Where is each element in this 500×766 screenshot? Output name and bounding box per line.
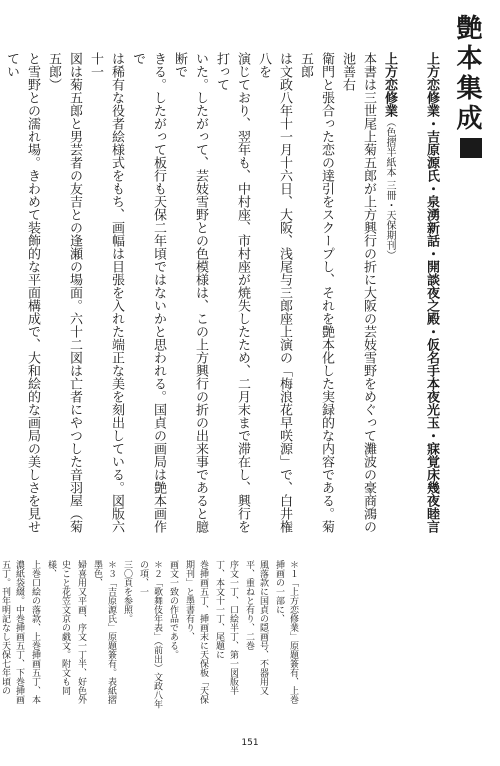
title-block	[452, 14, 482, 158]
footnote-line: 婦喜用又平画、序文一丁半、好色外	[76, 560, 86, 704]
footnote-line: ＊２「歌舞伎年表」（前出）文政八年の項、一	[138, 560, 162, 709]
footnote-line: 濃紙袋綴。中巻挿画五丁、下巻挿画五丁。刊年明記なし天保七年頃の	[0, 560, 24, 704]
footnotes	[0, 560, 300, 710]
footnote-line: 上巻口絵の落款、上巻挿画五丁、本	[30, 560, 40, 704]
paragraph-line: は文政八年十一月十六日、大阪、浅尾与三郎座上演の「梅浪花早咲源」で、白井権八を	[256, 52, 292, 533]
footnote-line: 風落款に国貞の隠画号、不器用又平、重ねと有り、二巻	[244, 560, 268, 695]
page-number: 151	[241, 738, 259, 748]
footnote-line: 史こと花笠文京の戯文。附文も同様、	[46, 560, 70, 695]
paragraph-line: 演じており、翌年も、中村座、市村座が焼失したため、二月末まで滞在し、興行を打って	[214, 52, 250, 533]
paragraph-line: は稀有な役者絵様式をもち、画幅は目張を入れた端正な美を刻出している。図版六十一	[88, 52, 124, 533]
paragraph-line: 図は菊五郎と男芸者の友吉との逢瀬の場面。六十二図は亡者にやつした音羽屋（菊五郎）	[46, 52, 82, 533]
paragraph-line: 衛門と張合った恋の達引をスクープし、それを艶本化した実録的な内容である。菊五郎	[298, 52, 334, 533]
paragraph-line: きる。したがって板行も天保二年頃ではないかと思われる。国貞の画局は艶本画作で	[130, 52, 166, 533]
works-heading: 上方恋修業・吉原源氏・泉湧新話・開談夜之殿・仮名手本夜光玉・寐覚床幾夜睦言	[424, 52, 439, 533]
footnote-line: 画文一致の作品である。	[168, 560, 178, 659]
title-bar-mark	[460, 138, 482, 158]
footnote-line: 序文一丁、口絵半丁、第一図版半丁、本文十一丁、尾題に	[214, 560, 238, 695]
footnote-line: 巻挿画五丁、挿画末に天保板「天保期刊」と墨書有り、	[184, 560, 208, 704]
footnote-line: 三〇頁を参照。	[122, 560, 132, 623]
footnote-line: ＊１「上方恋修業」原題簽有、上巻挿画の一部に、	[274, 560, 298, 704]
section-heading: 上方恋修業	[382, 52, 397, 117]
footnote-line: ＊３「吉原源氏」原題簽有。表紙摺墨色、	[92, 560, 116, 704]
paragraph-line	[0, 52, 1, 542]
body-text	[4, 52, 442, 542]
page-title: 艶本集成	[452, 14, 482, 134]
section-note: （色摺半紙本 三冊・天保期刊）	[384, 117, 395, 261]
paragraph-line: いた。したがって、芸妓雪野との色模様は、この上方興行の折の出来事であると臆断で	[172, 52, 208, 533]
paragraph-line: 本書は三世尾上菊五郎が上方興行の折に大阪の芸妓雪野をめぐって灘波の豪商鴻の池善右	[340, 52, 376, 533]
paragraph-line: と雪野との濡れ場。きわめて装飾的な平面構成で、大和絵的な画局の美しさを見せてい	[4, 52, 40, 533]
